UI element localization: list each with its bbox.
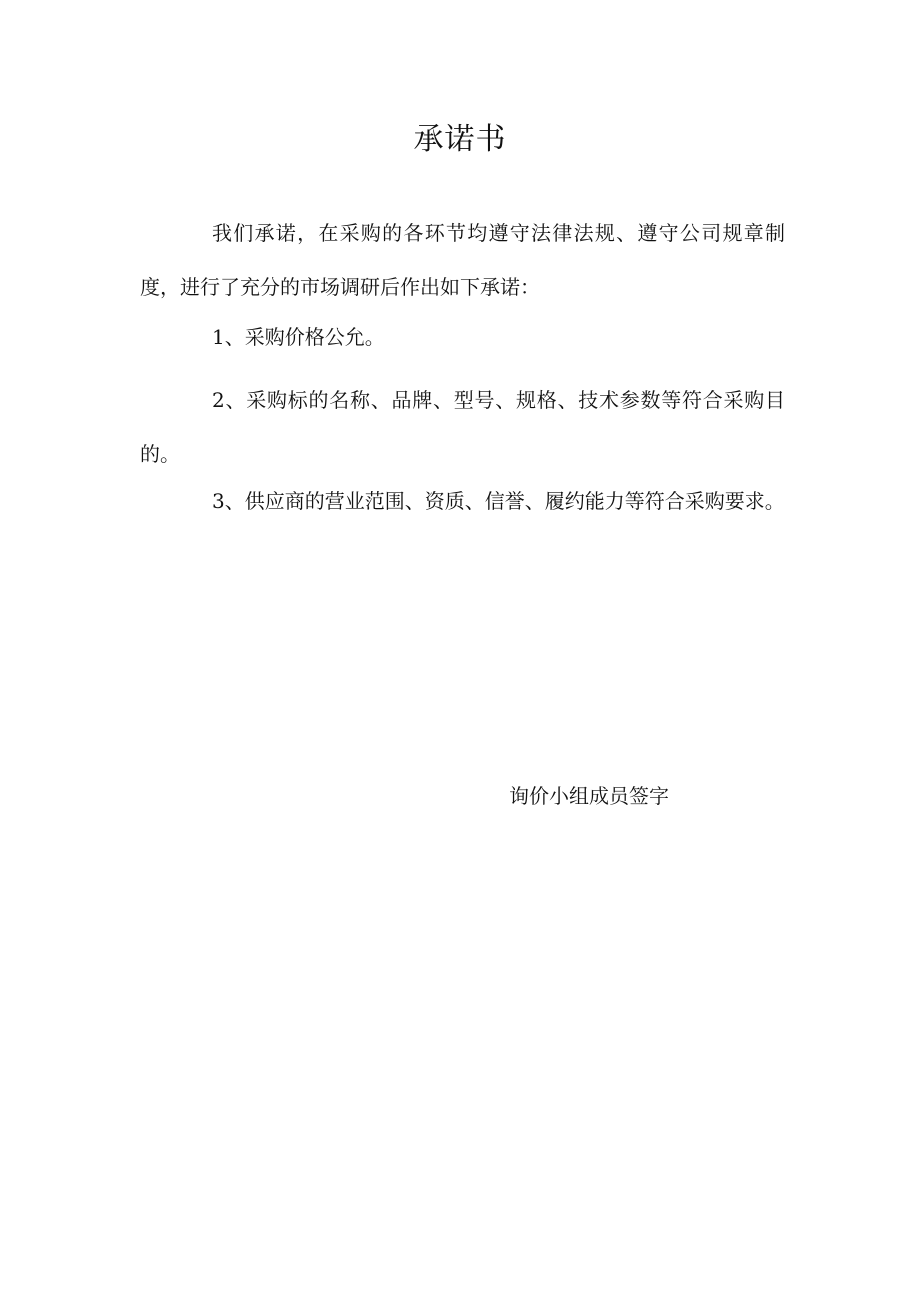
commitment-item-1: 1、采购价格公允。	[212, 325, 385, 349]
intro-paragraph: 我们承诺，在采购的各环节均遵守法律法规、遵守公司规章制度，进行了充分的市场调研后作出如下承诺：	[140, 221, 785, 299]
document-title: 承诺书	[413, 122, 507, 157]
signature-label: 询价小组成员签字	[509, 784, 669, 808]
commitment-item-2: 2、采购标的名称、品牌、型号、规格、技术参数等符合采购目的。	[140, 388, 785, 466]
commitment-item-3: 3、供应商的营业范围、资质、信誉、履约能力等符合采购要求。	[212, 489, 785, 513]
